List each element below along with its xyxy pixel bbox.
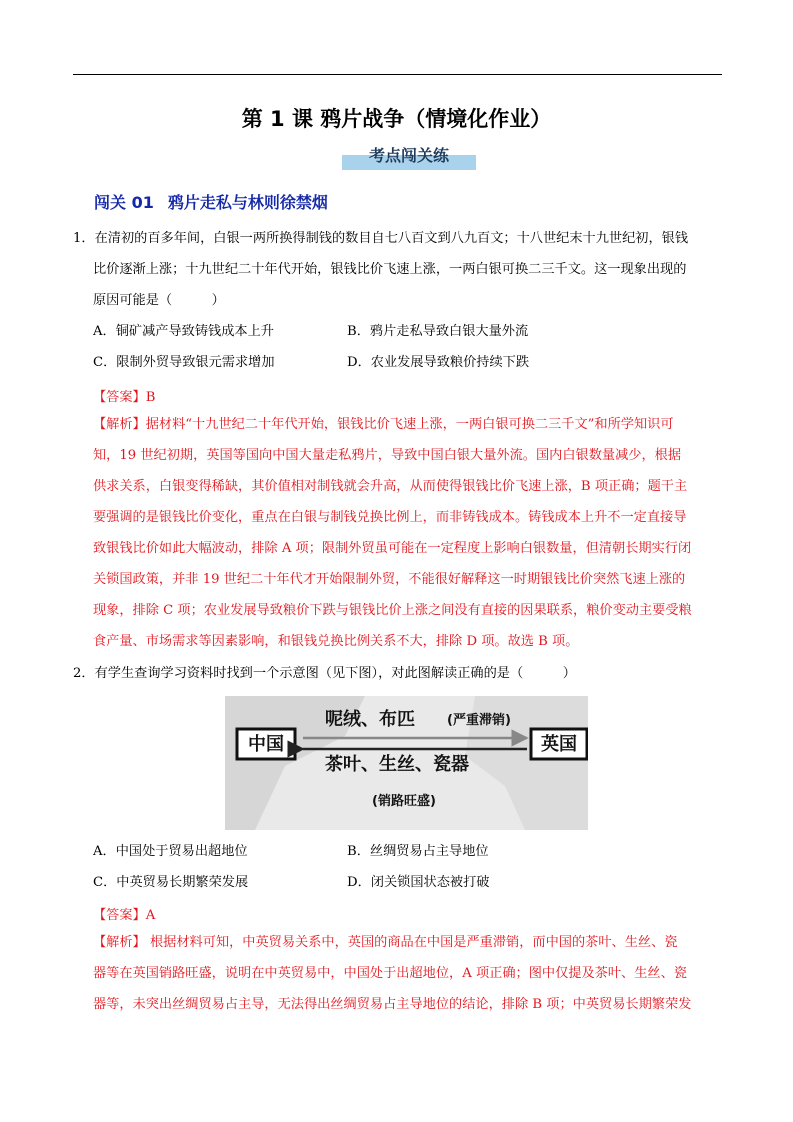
- question-2-option-b[interactable]: B．丝绸贸易占主导地位: [347, 844, 489, 859]
- analysis-line: 关锁国政策，并非 19 世纪二十年代才开始限制外贸，不能很好解释这一时期银钱比价突然飞速上涨的: [93, 572, 686, 587]
- header-rule: [73, 74, 722, 75]
- question-1-line: 原因可能是（ ）: [93, 293, 225, 308]
- analysis-line: 供求关系，白银变得稀缺，其价值相对制钱就会升高，从而使得银钱比价飞速上涨，B 项正确；题干主: [93, 479, 688, 494]
- bottom-goods-note: (销路旺盛): [372, 794, 436, 809]
- question-2-answer: 【答案】A: [93, 908, 156, 923]
- question-2-option-c[interactable]: C．中英贸易长期繁荣发展: [93, 875, 249, 890]
- question-1-stem: [73, 223, 725, 316]
- question-2-analysis: [93, 927, 723, 1020]
- question-2-stem: [73, 658, 725, 689]
- section-badge: [342, 143, 476, 169]
- question-1-option-c[interactable]: C．限制外贸导致银元需求增加: [93, 355, 275, 370]
- analysis-line: 知，19 世纪初期，英国等国向中国大量走私鸦片，导致中国白银大量外流。国内白银数量减少，根据: [93, 448, 682, 463]
- top-goods-label: 呢绒、布匹: [325, 709, 415, 730]
- question-2-option-d[interactable]: D．闭关锁国状态被打破: [347, 875, 490, 890]
- section-number: 闯关 01: [94, 193, 154, 212]
- section-heading: [94, 190, 328, 213]
- question-1-line: 比价逐渐上涨；十九世纪二十年代开始，银钱比价飞速上涨，一两白银可换二三千文。这一现象出现的: [93, 262, 687, 277]
- question-1-option-d[interactable]: D．农业发展导致粮价持续下跌: [347, 355, 530, 370]
- analysis-line: 器等在英国销路旺盛，说明在中英贸易中，中国处于出超地位，A 项正确；图中仅提及茶叶、生丝、瓷: [93, 966, 687, 981]
- badge-label: 考点闯关练: [368, 146, 449, 165]
- question-1-option-a[interactable]: A．铜矿减产导致铸钱成本上升: [93, 324, 274, 339]
- analysis-line: 器等，未突出丝绸贸易占主导，无法得出丝绸贸易占主导地位的结论，排除 B 项；中英贸易长期繁荣发: [93, 997, 692, 1012]
- analysis-line: 【解析】 根据材料可知，中英贸易关系中，英国的商品在中国是严重滞销，而中国的茶叶、生丝、瓷: [93, 935, 678, 950]
- analysis-line: 食产量、市场需求等因素影响，和银钱兑换比例关系不大，排除 D 项。故选 B 项。: [93, 634, 579, 649]
- china-label: 中国: [248, 734, 284, 755]
- question-1-option-b[interactable]: B．鸦片走私导致白银大量外流: [347, 324, 529, 339]
- analysis-line: 致银钱比价如此大幅波动，排除 A 项；限制外贸虽可能在一定程度上影响白银数量，但清朝长期实行闭: [93, 541, 692, 556]
- analysis-line: 要强调的是银钱比价变化，重点在白银与制钱兑换比例上，而非铸钱成本。铸钱成本上升不一定直接导: [93, 510, 687, 525]
- question-1-analysis: [93, 409, 723, 657]
- question-1-answer: 【答案】B: [93, 390, 156, 405]
- analysis-line: 现象，排除 C 项；农业发展导致粮价下跌与银钱比价上涨之间没有直接的因果联系，粮价变动主要受粮: [93, 603, 692, 618]
- question-2-line: 2．有学生查询学习资料时找到一个示意图（见下图），对此图解读正确的是（ ）: [73, 666, 576, 681]
- top-goods-note: (严重滞销): [447, 713, 511, 728]
- analysis-line: 【解析】据材料“十九世纪二十年代开始，银钱比价飞速上涨，一两白银可换二三千文”和所学知识可: [93, 417, 674, 432]
- question-2-option-a[interactable]: A．中国处于贸易出超地位: [93, 844, 248, 859]
- britain-label: 英国: [541, 734, 577, 755]
- bottom-goods-label: 茶叶、生丝、瓷器: [325, 754, 469, 775]
- trade-diagram: [225, 696, 588, 830]
- question-1-line: 1．在清初的百多年间，白银一两所换得制钱的数目自七八百文到八九百文；十八世纪末十九世纪初，银钱: [73, 231, 689, 246]
- page-title: 第 1 课 鸦片战争（情境化作业）: [241, 107, 552, 131]
- section-name: 鸦片走私与林则徐禁烟: [167, 193, 328, 212]
